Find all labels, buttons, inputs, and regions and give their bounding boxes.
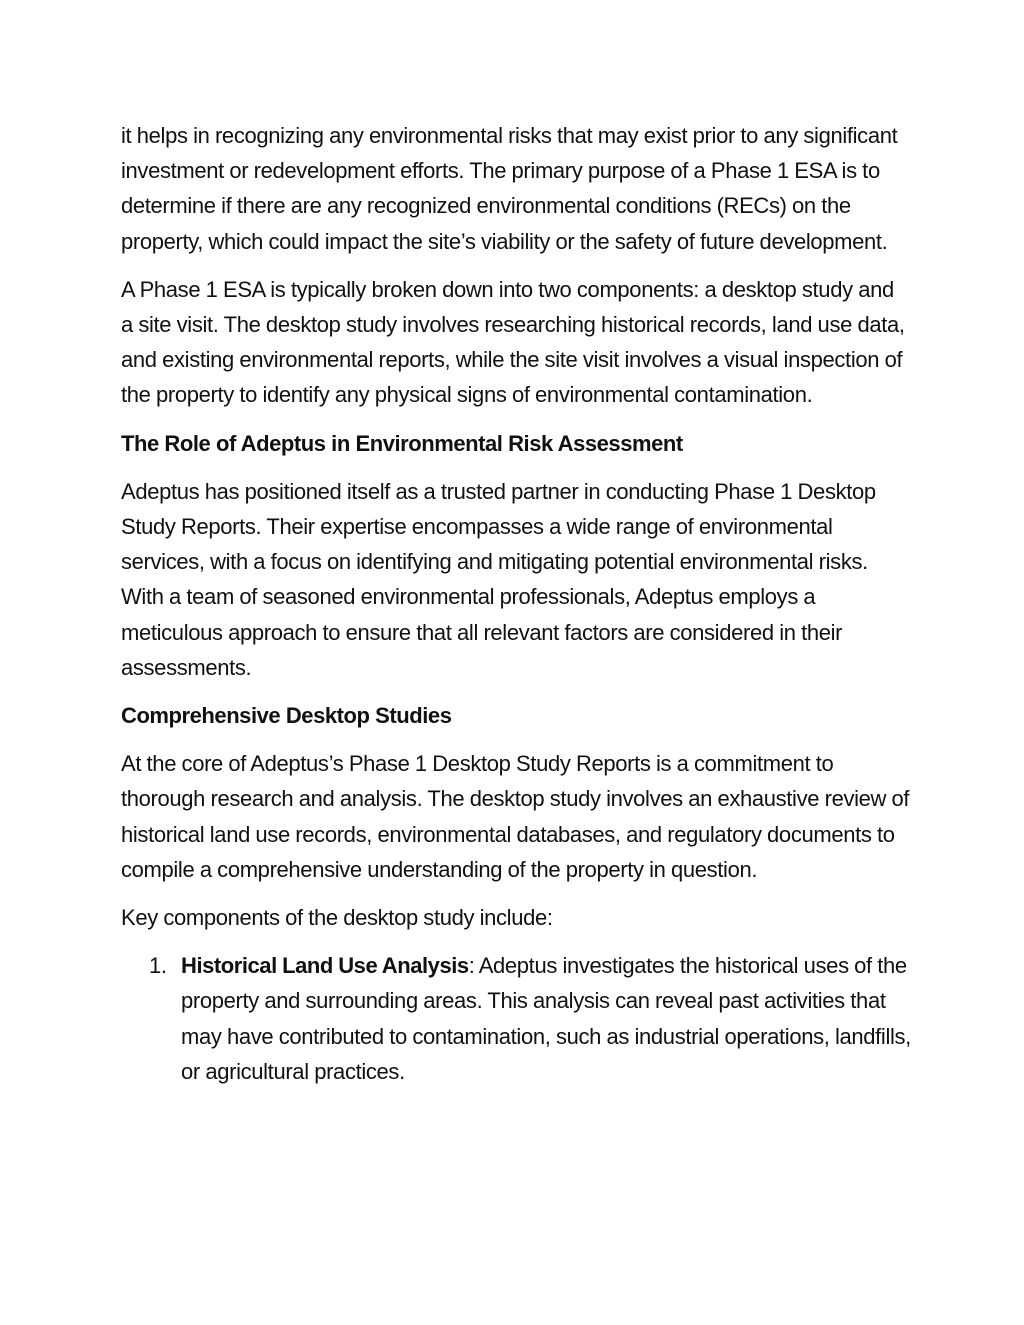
- intro-paragraph-1: it helps in recognizing any environmental risks that may exist prior to any significant investment or redevelopment efforts. The primary purpose of a Phase 1 ESA is to determine if there are any recognized environmental conditions (RECs) on the property, which could impact the site’s viability or the safety of future development.: [121, 123, 898, 254]
- list-intro: Key components of the desktop study include:: [121, 905, 553, 931]
- section-desktop-paragraph: At the core of Adeptus’s Phase 1 Desktop Study Reports is a commitment to thorough research and analysis. The desktop study involves an exhaustive review of historical land use records, environmental databases, and regulatory documents to compile a comprehensive understanding of the property in question.: [121, 751, 910, 882]
- list-item-text: : Adeptus investigates the historical uses of the property and surrounding areas. This analysis can reveal past activities that may have contributed to contamination, such as industrial operations, landfills, or agricultural practices.: [181, 953, 911, 1084]
- list-item-title: Historical Land Use Analysis: [181, 953, 469, 979]
- list-item-number: 1.: [149, 953, 167, 979]
- intro-paragraph-2: A Phase 1 ESA is typically broken down into two components: a desktop study and a site visit. The desktop study involves researching historical records, land use data, and existing environmental reports, while the site visit involves a visual inspection of the property to identify any physical signs of environmental contamination.: [121, 276, 905, 408]
- section-heading-role-of-adeptus: The Role of Adeptus in Environmental Risk Assessment: [121, 430, 683, 456]
- document-page: [121, 118, 911, 1089]
- section-role-paragraph: Adeptus has positioned itself as a trusted partner in conducting Phase 1 Desktop Study Reports. Their expertise encompasses a wide range of environmental services, with a focus on identifying and mitigating potential environmental risks. With a team of seasoned environmental professionals, Adeptus employs a meticulous approach to ensure that all relevant factors are considered in their assessments.: [121, 478, 876, 680]
- section-heading-desktop-studies: Comprehensive Desktop Studies: [121, 703, 452, 729]
- key-components-list: [121, 948, 911, 1089]
- list-item: [121, 948, 911, 1089]
